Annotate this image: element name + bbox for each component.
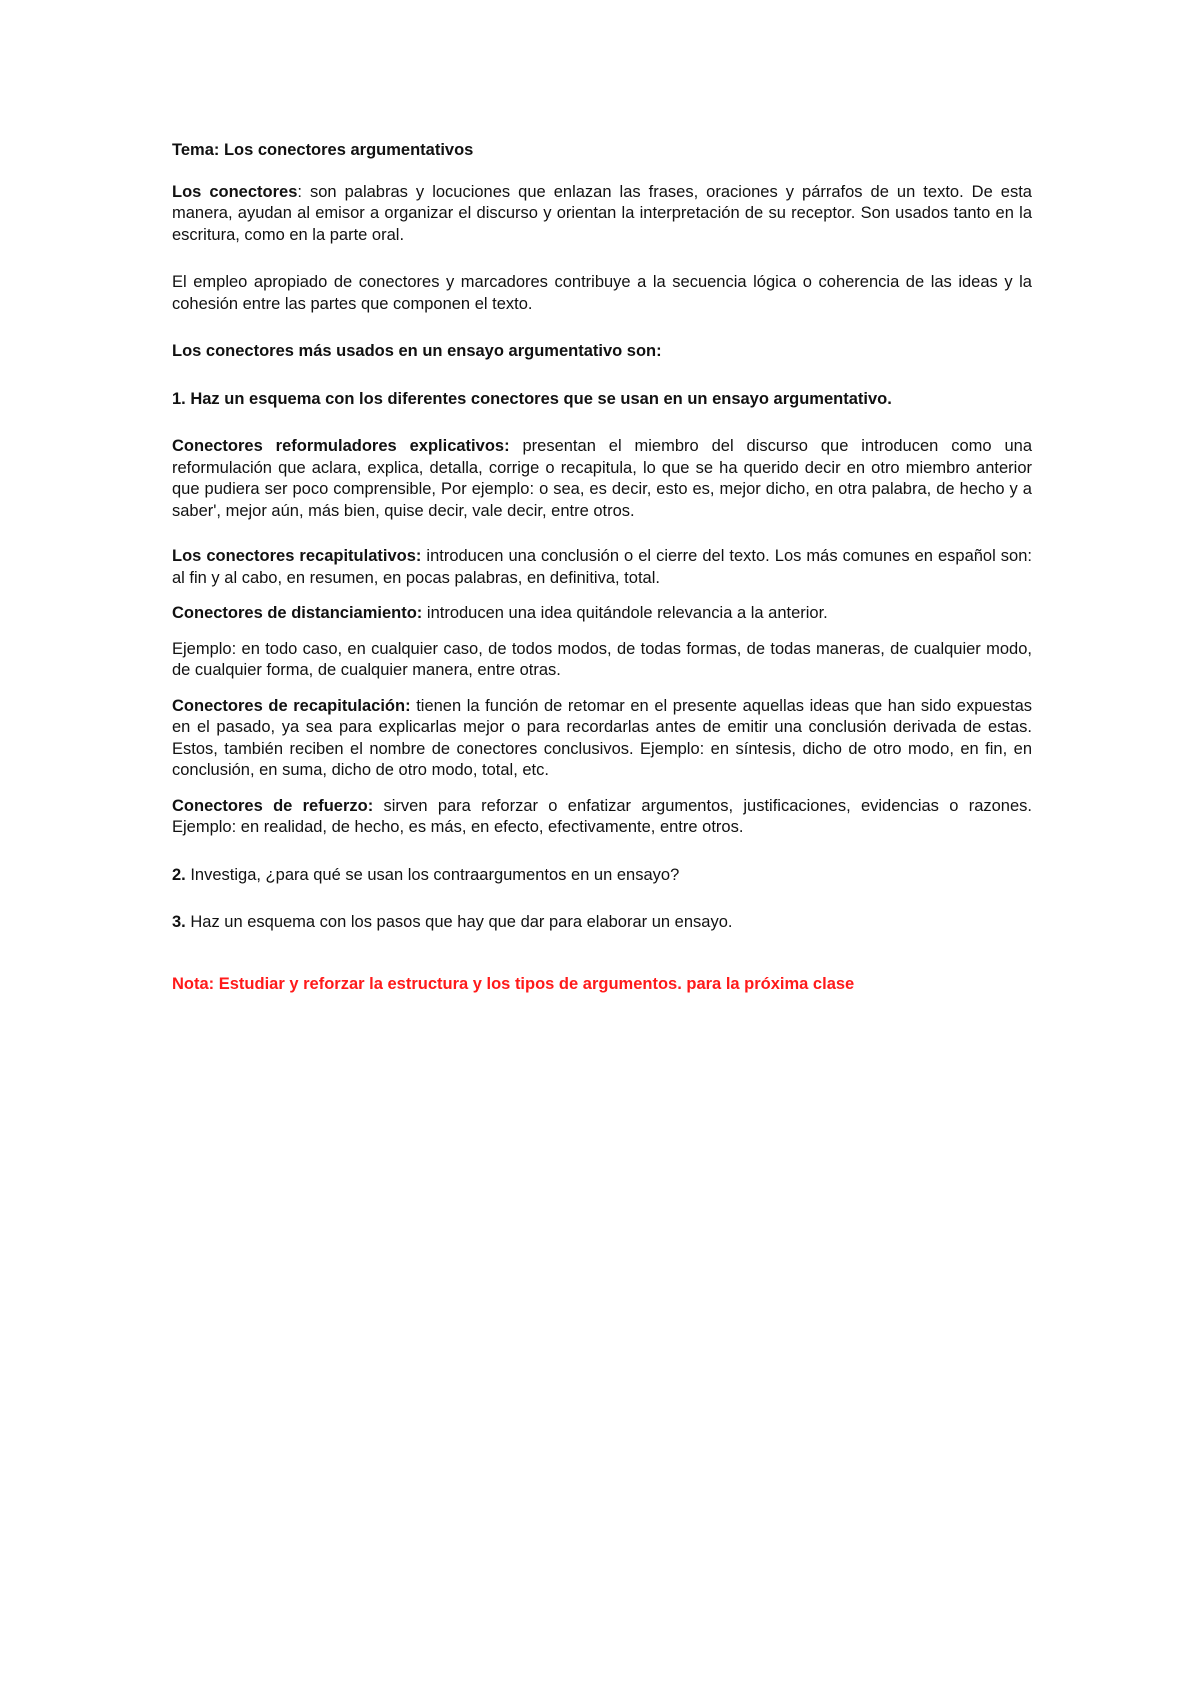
- document-title: Tema: Los conectores argumentativos: [172, 141, 474, 159]
- definition-term: Conectores de distanciamiento:: [172, 604, 423, 622]
- task-2: [172, 865, 1032, 887]
- task-2-number: 2.: [172, 865, 186, 884]
- definition-recapitulacion: [172, 696, 1032, 782]
- note: Nota: Estudiar y reforzar la estructura y los tipos de argumentos. para la próxima clase: [172, 974, 855, 993]
- definition-reformuladores: [172, 436, 1032, 522]
- definition-distanciamiento: [172, 603, 1032, 625]
- definition-term: Los conectores recapitulativos:: [172, 547, 422, 565]
- document-page: [172, 140, 1032, 995]
- task-3-number: 3.: [172, 913, 186, 931]
- usage-paragraph: El empleo apropiado de conectores y marcadores contribuye a la secuencia lógica o coherencia de las ideas y la cohesión entre las partes que componen el texto.: [172, 273, 1032, 313]
- intro-term: Los conectores: [172, 182, 298, 201]
- section-heading: Los conectores más usados en un ensayo argumentativo son:: [172, 342, 662, 360]
- task-3: [172, 912, 1032, 934]
- definition-text: sirven para reforzar o enfatizar argumentos, justificaciones, evidencias o razones. Ejemplo: en realidad, de hecho, es más, en efecto, efectivamente, entre otros.: [172, 796, 1032, 836]
- definition-text: presentan el miembro del discurso que introducen como una reformulación que aclara, explica, detalla, corrige o recapitula, lo que se ha querido decir en otro miembro anterior que pudiera ser poco comprensible, Por ejemplo: o sea, es decir, esto es, mejor dicho, en otra palabra, de hecho y a saber', mejor aún, más bien, quise decir, vale decir, entre otros.: [172, 437, 1033, 520]
- definition-refuerzo: [172, 796, 1032, 839]
- intro-paragraph: [172, 182, 1032, 247]
- task-3-text: Haz un esquema con los pasos que hay que dar para elaborar un ensayo.: [185, 913, 733, 931]
- task-1: 1. Haz un esquema con los diferentes conectores que se usan en un ensayo argumentativo.: [172, 389, 892, 408]
- example-paragraph: Ejemplo: en todo caso, en cualquier caso, de todos modos, de todas formas, de todas maneras, de cualquier modo, de cualquier forma, de cualquier manera, entre otras.: [172, 639, 1032, 679]
- definition-term: Conectores reformuladores explicativos:: [172, 437, 510, 455]
- intro-text: : son palabras y locuciones que enlazan las frases, oraciones y párrafos de un texto. De esta manera, ayudan al emisor a organizar el discurso y orientan la interpretación de su receptor. Son usados tanto en la escritura, como en la parte oral.: [172, 182, 1032, 244]
- definition-recapitulativos: [172, 546, 1032, 589]
- task-2-text: Investiga, ¿para qué se usan los contraargumentos en un ensayo?: [185, 865, 680, 884]
- definition-text: introducen una idea quitándole relevancia a la anterior.: [422, 604, 828, 622]
- definition-term: Conectores de recapitulación:: [172, 696, 411, 715]
- definition-text: introducen una conclusión o el cierre del texto. Los más comunes en español son: al fin y al cabo, en resumen, en pocas palabras, en definitiva, total.: [172, 547, 1032, 587]
- definition-term: Conectores de refuerzo:: [172, 796, 374, 815]
- definition-text: tienen la función de retomar en el presente aquellas ideas que han sido expuestas en el pasado, ya sea para explicarlas mejor o para recordarlas antes de emitir una conclusión derivada de estas. Estos, también reciben el nombre de conectores conclusivos. Ejemplo: en síntesis, dicho de otro modo, en fin, en conclusión, en suma, dicho de otro modo, total, etc.: [172, 696, 1033, 779]
